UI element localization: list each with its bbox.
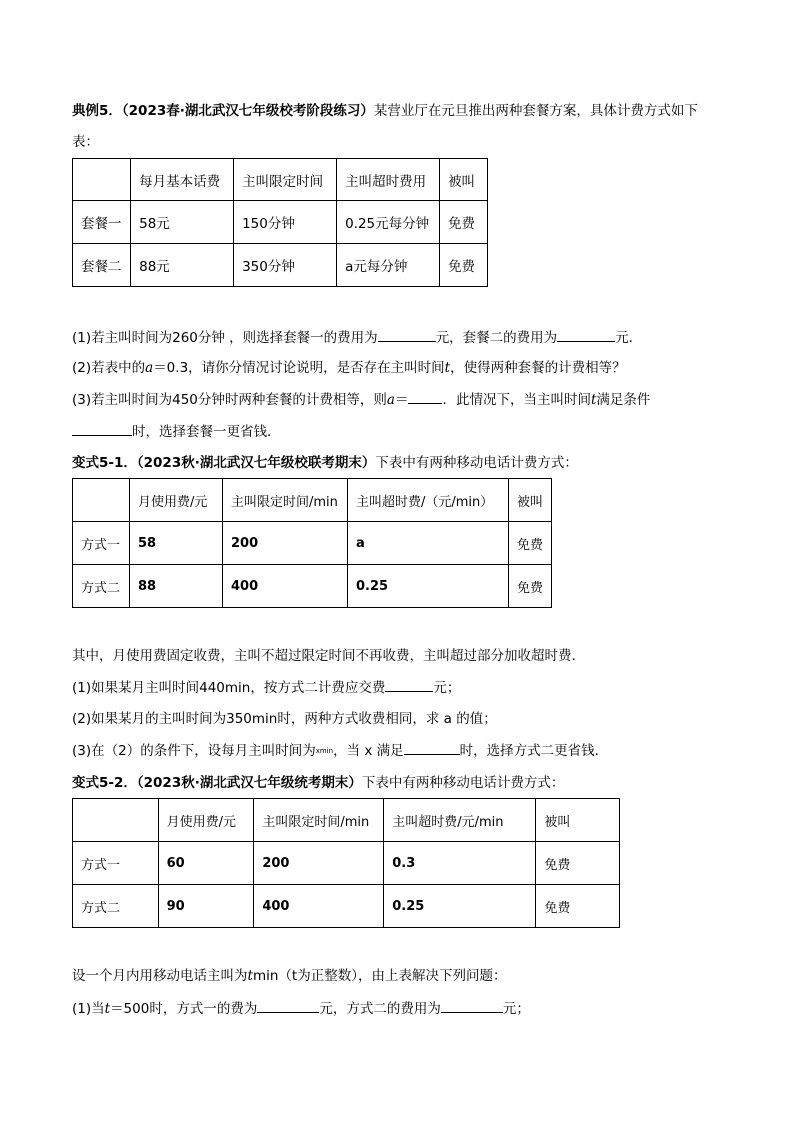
question-text: (1)如果某月主叫时间440min，按方式二计费应交费 bbox=[72, 680, 386, 696]
variant1-question-3 bbox=[72, 740, 608, 761]
question-text: (1)当 bbox=[72, 1001, 105, 1017]
table-cell: 方式一 bbox=[73, 842, 159, 885]
answer-blank[interactable] bbox=[378, 327, 436, 342]
table-cell: 主叫限定时间 bbox=[234, 159, 337, 201]
table-cell: 套餐二 bbox=[73, 244, 131, 287]
table-cell: 方式二 bbox=[73, 885, 159, 928]
example-question-1 bbox=[72, 327, 642, 348]
answer-blank[interactable] bbox=[557, 327, 615, 342]
table-cell: 200 bbox=[254, 842, 384, 885]
variable-t: t bbox=[104, 1001, 111, 1017]
question-text: ，当 x 满足 bbox=[333, 743, 404, 759]
table-cell: 350分钟 bbox=[234, 244, 337, 287]
question-text: 时，选择套餐一更省钱． bbox=[132, 424, 281, 440]
answer-blank[interactable] bbox=[72, 421, 132, 436]
variant1-table bbox=[72, 478, 552, 608]
variant2-label: 变式5-2． bbox=[72, 775, 137, 791]
table-cell: 60 bbox=[158, 842, 254, 885]
table-cell: 0.25 bbox=[384, 885, 536, 928]
table-row bbox=[73, 842, 620, 885]
table-cell: a bbox=[348, 522, 509, 565]
table-cell: 免费 bbox=[536, 885, 620, 928]
question-text: 元． bbox=[615, 330, 643, 346]
table-cell: 58元 bbox=[131, 201, 234, 244]
variant2-note bbox=[72, 966, 506, 986]
table-cell: 0.25 bbox=[348, 565, 509, 608]
table-row bbox=[73, 244, 488, 287]
example-question-2 bbox=[72, 358, 626, 378]
table-header-row bbox=[73, 479, 552, 522]
table-cell: 400 bbox=[223, 565, 348, 608]
table-row bbox=[73, 565, 552, 608]
variant2-question-1 bbox=[72, 998, 530, 1019]
question-text: ＝0.3，请你分情况讨论说明，是否存在主叫时间 bbox=[153, 360, 445, 376]
question-text: 设一个月内用移动电话主叫为 bbox=[72, 968, 248, 984]
table-cell: 0.25元每分钟 bbox=[337, 201, 440, 244]
table-row bbox=[73, 201, 488, 244]
question-text: ，使得两种套餐的计费相等？ bbox=[450, 360, 626, 376]
table-cell: 被叫 bbox=[440, 159, 488, 201]
table-cell: 主叫超时费/（元/min） bbox=[348, 479, 509, 522]
table-cell: 被叫 bbox=[509, 479, 552, 522]
table-cell: a元每分钟 bbox=[337, 244, 440, 287]
table-cell: 免费 bbox=[536, 842, 620, 885]
variant1-question-2: (2)如果某月的主叫时间为350min时，两种方式收费相同，求 a 的值； bbox=[72, 711, 497, 727]
answer-blank[interactable] bbox=[441, 998, 503, 1013]
variant1-label: 变式5-1． bbox=[72, 455, 137, 471]
table-header-row bbox=[73, 159, 488, 201]
variant1-intro: 下表中有两种移动电话计费方式： bbox=[375, 455, 578, 471]
table-cell bbox=[73, 159, 131, 201]
variant1-source: （2023秋·湖北武汉七年级校联考期末） bbox=[136, 455, 376, 471]
example-source: （2023春·湖北武汉七年级校考阶段练习） bbox=[121, 103, 374, 119]
variable-t: t bbox=[590, 392, 597, 408]
question-text: 元； bbox=[502, 1001, 530, 1017]
table-cell: 每月基本话费 bbox=[131, 159, 234, 201]
table-cell: 免费 bbox=[440, 201, 488, 244]
example-heading bbox=[72, 101, 698, 121]
table-cell: 主叫限定时间/min bbox=[254, 799, 384, 842]
question-text: (3)若主叫时间为450分钟时两种套餐的计费相等，则 bbox=[72, 392, 387, 408]
table-cell: 套餐一 bbox=[73, 201, 131, 244]
table-cell: 400 bbox=[254, 885, 384, 928]
example-question-3 bbox=[72, 389, 650, 410]
variant2-heading bbox=[72, 773, 564, 793]
variable-a: a bbox=[145, 360, 154, 376]
table-cell: 被叫 bbox=[536, 799, 620, 842]
question-text: (1)若主叫时间为260分钟 ，则选择套餐一的费用为 bbox=[72, 330, 378, 346]
answer-blank[interactable] bbox=[404, 740, 460, 755]
table-cell: 88元 bbox=[131, 244, 234, 287]
example-intro-cont: 表： bbox=[72, 134, 99, 150]
table-cell: 免费 bbox=[509, 522, 552, 565]
example-intro: 某营业厅在元旦推出两种套餐方案，具体计费方式如下 bbox=[373, 103, 698, 119]
table-cell: 150分钟 bbox=[234, 201, 337, 244]
variant1-note: 其中，月使用费固定收费，主叫不超过限定时间不再收费，主叫超过部分加收超时费． bbox=[72, 648, 585, 664]
table-cell: 免费 bbox=[509, 565, 552, 608]
question-text: min（t为正整数），由上表解决下列问题： bbox=[252, 968, 507, 984]
table-cell: 月使用费/元 bbox=[158, 799, 254, 842]
table-cell: 58 bbox=[130, 522, 223, 565]
variable-t: t bbox=[247, 968, 253, 984]
variant2-table bbox=[72, 798, 620, 928]
table-header-row bbox=[73, 799, 620, 842]
example-label: 典例5． bbox=[72, 103, 122, 119]
variant1-question-1 bbox=[72, 677, 460, 698]
variant2-intro: 下表中有两种移动电话计费方式： bbox=[361, 775, 565, 791]
question-text: 时，选择方式二更省钱． bbox=[459, 743, 609, 759]
question-text: ＝ bbox=[394, 392, 409, 408]
table-cell: 200 bbox=[223, 522, 348, 565]
table-cell: 月使用费/元 bbox=[130, 479, 223, 522]
table-row bbox=[73, 885, 620, 928]
variant2-source: （2023秋·湖北武汉七年级统考期末） bbox=[136, 775, 362, 791]
table-cell bbox=[73, 799, 159, 842]
table-cell: 主叫超时费/元/min bbox=[384, 799, 536, 842]
table-cell: 主叫超时费用 bbox=[337, 159, 440, 201]
table-cell bbox=[73, 479, 130, 522]
question-text: 元； bbox=[433, 680, 461, 696]
example-table bbox=[72, 158, 488, 287]
table-cell: 免费 bbox=[440, 244, 488, 287]
table-cell: 88 bbox=[130, 565, 223, 608]
table-cell: 方式一 bbox=[73, 522, 130, 565]
example-question-3-cont bbox=[72, 421, 281, 442]
question-text: (3)在（2）的条件下，设每月主叫时间为 bbox=[72, 743, 316, 759]
variable-t: t bbox=[444, 360, 451, 376]
question-text: xmin bbox=[315, 747, 334, 755]
table-cell: 90 bbox=[158, 885, 254, 928]
table-cell: 主叫限定时间/min bbox=[223, 479, 348, 522]
variable-a: a bbox=[386, 392, 395, 408]
question-text: (2)若表中的 bbox=[72, 360, 146, 376]
variant1-heading bbox=[72, 453, 578, 473]
table-cell: 0.3 bbox=[384, 842, 536, 885]
question-text: 满足条件 bbox=[596, 392, 651, 408]
answer-blank[interactable] bbox=[408, 389, 442, 404]
table-cell: 方式二 bbox=[73, 565, 130, 608]
question-text: 元，套餐二的费用为 bbox=[435, 330, 558, 346]
answer-blank[interactable] bbox=[385, 677, 433, 692]
question-text: ．此情况下，当主叫时间 bbox=[442, 392, 591, 408]
question-text: 元，方式二的费用为 bbox=[319, 1001, 441, 1017]
table-row bbox=[73, 522, 552, 565]
question-text: ＝500时，方式一的费为 bbox=[110, 1001, 258, 1017]
answer-blank[interactable] bbox=[257, 998, 319, 1013]
